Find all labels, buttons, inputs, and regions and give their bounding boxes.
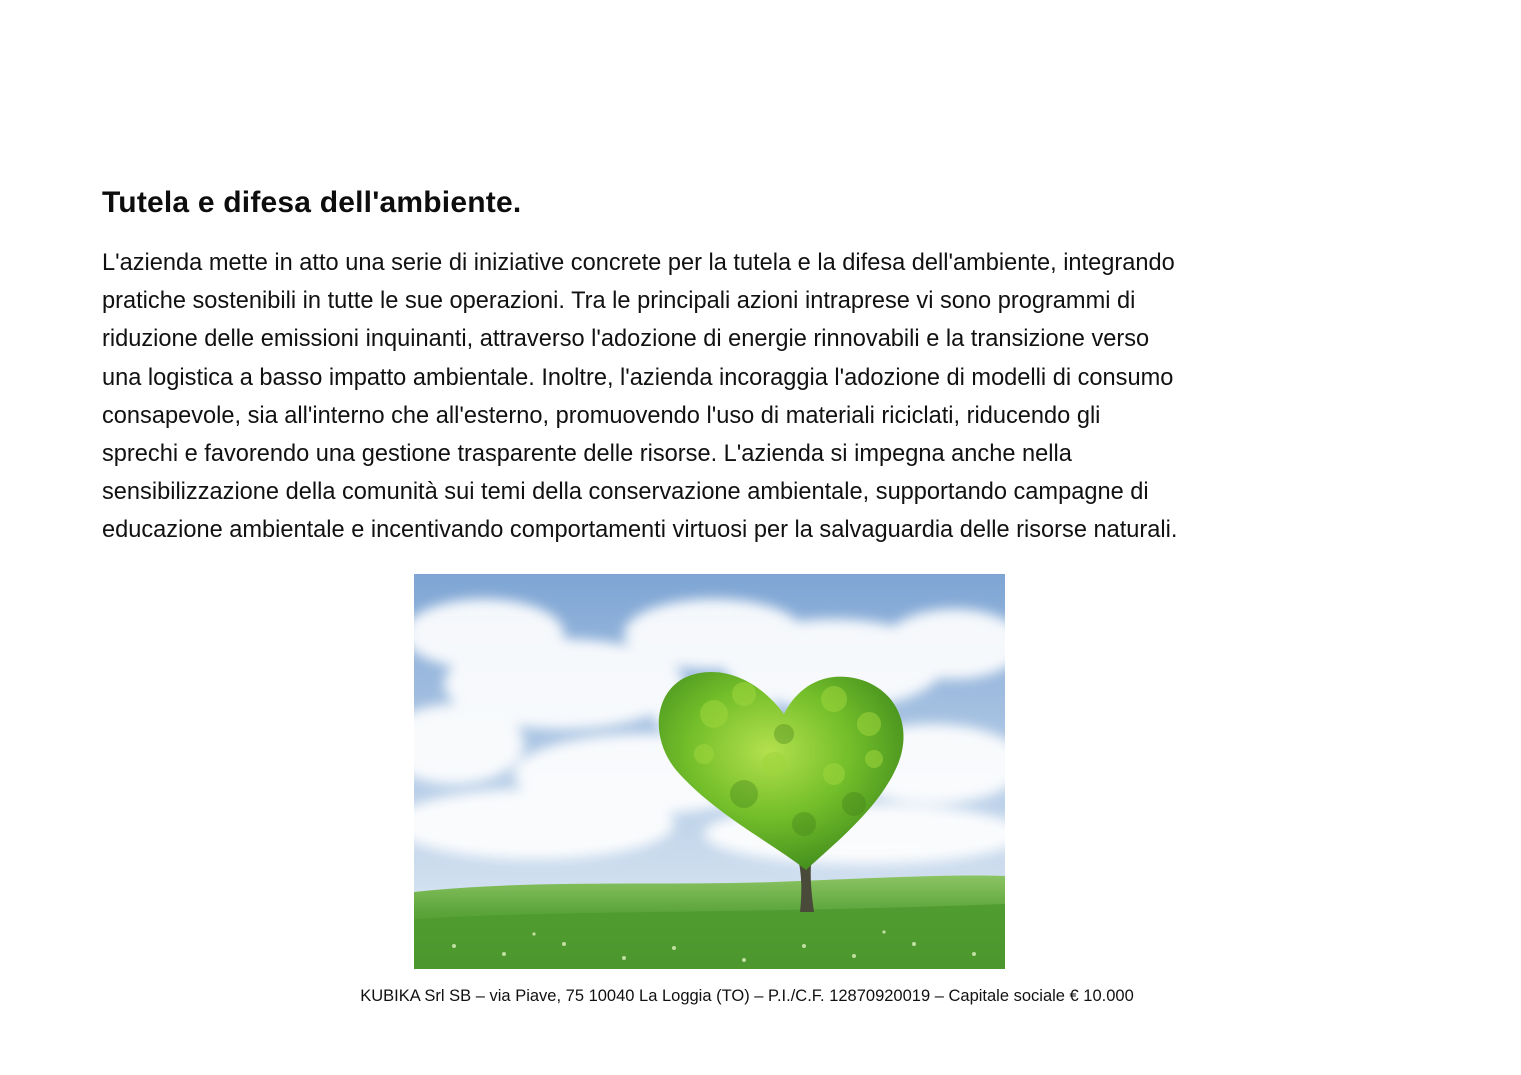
paragraph-line: una logistica a basso impatto ambientale. Inoltre, l'azienda incoraggia l'adozione di modelli di consumo xyxy=(102,364,1174,391)
heart-tree-image xyxy=(414,574,1005,969)
paragraph-line: sprechi e favorendo una gestione trasparente delle risorse. L'azienda si impegna anche nella xyxy=(102,440,1072,467)
company-footer: KUBIKA Srl SB – via Piave, 75 10040 La Loggia (TO) – P.I./C.F. 12870920019 – Capitale sociale € 10.000 xyxy=(360,987,1134,1005)
paragraph-line: riduzione delle emissioni inquinanti, attraverso l'adozione di energie rinnovabili e la transizione verso xyxy=(102,326,1150,353)
paragraph-line: educazione ambientale e incentivando comportamenti virtuosi per la salvaguardia delle risorse naturali. xyxy=(102,517,1178,544)
paragraph-line: sensibilizzazione della comunità sui temi della conservazione ambientale, supportando campagne di xyxy=(102,479,1149,506)
page-title: Tutela e difesa dell'ambiente. xyxy=(102,186,522,219)
paragraph-line: pratiche sostenibili in tutte le sue operazioni. Tra le principali azioni intraprese vi sono programmi di xyxy=(102,288,1136,315)
paragraph-line: consapevole, sia all'interno che all'esterno, promuovendo l'uso di materiali riciclati, riducendo gli xyxy=(102,402,1101,429)
paragraph-line: L'azienda mette in atto una serie di iniziative concrete per la tutela e la difesa dell'ambiente, integrando xyxy=(102,250,1175,276)
body-paragraph xyxy=(102,244,1402,550)
